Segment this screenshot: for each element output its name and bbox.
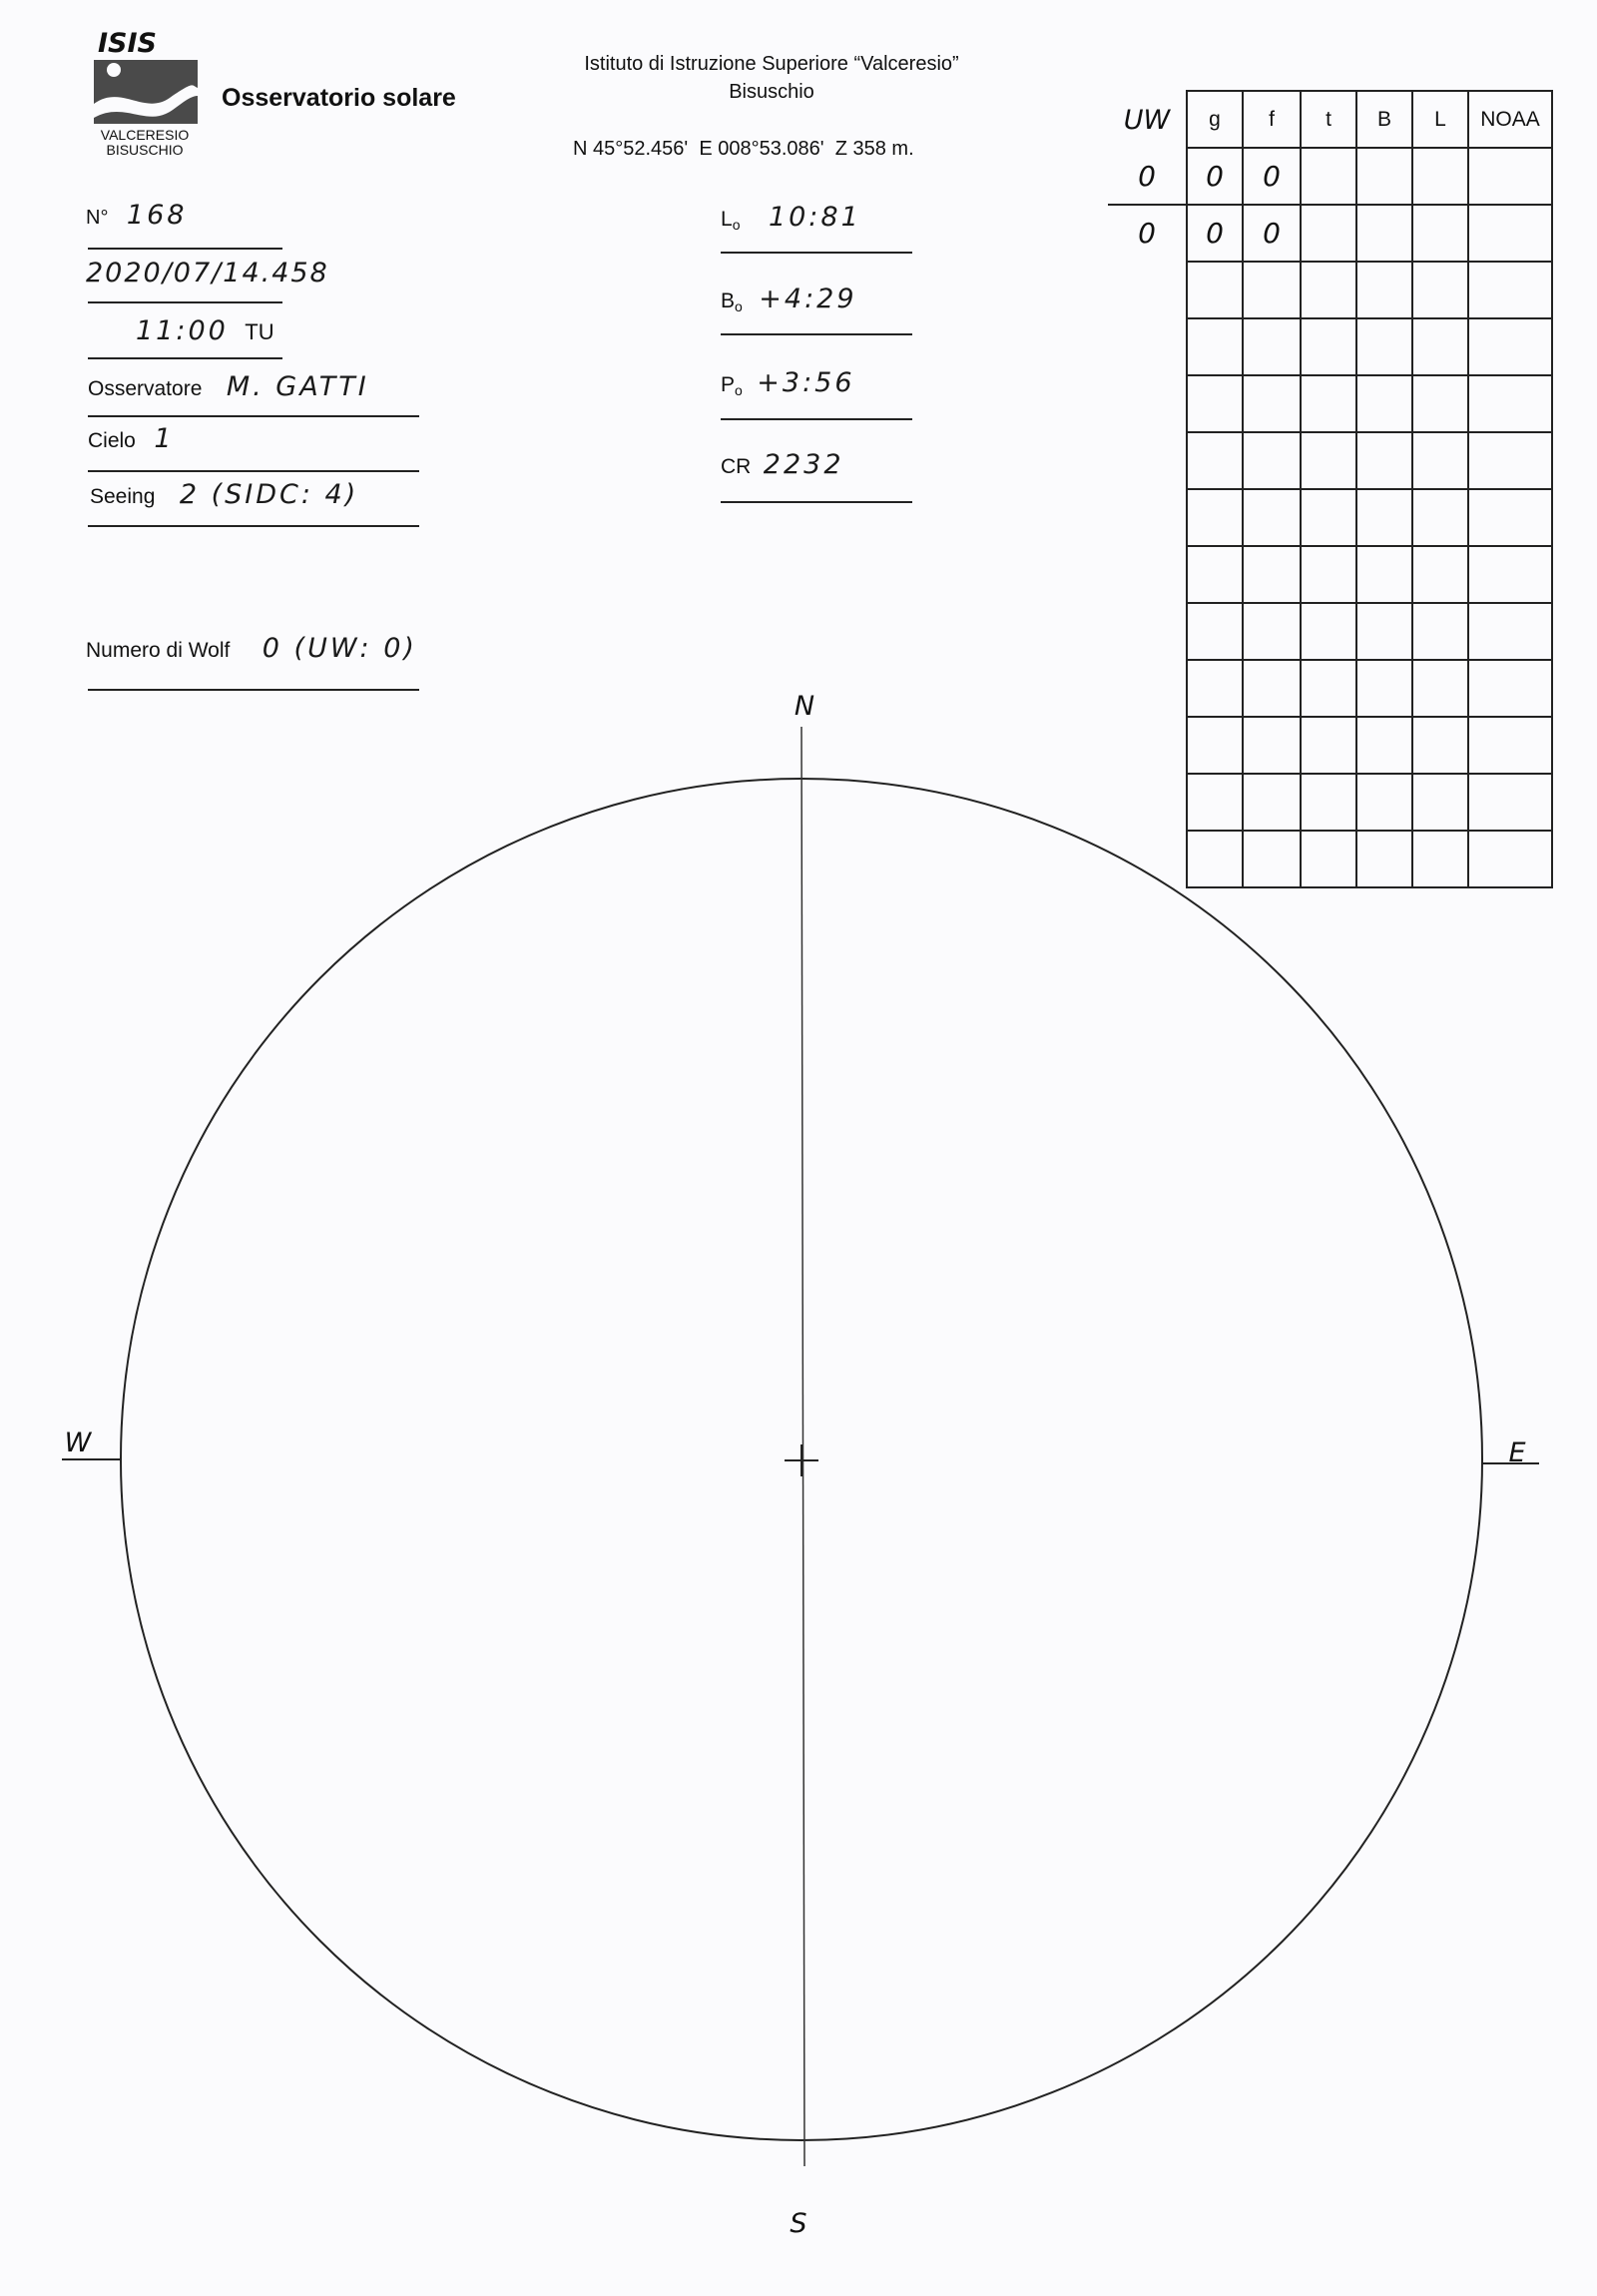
seeing-label: Seeing — [90, 485, 156, 508]
date-value: 2020/07/14.458 — [86, 258, 329, 288]
north-label: N — [794, 691, 815, 722]
observer-value: M. GATTI — [226, 371, 369, 402]
logo-bisuschio-text: BISUSCHIO — [106, 142, 184, 158]
observation-sheet: ISIS VALCERESIO BISUSCHIO Osservatorio solare Istituto di Istruzione Superiore “Valceresio” Bisuschio N 45°52.456' E 008°53.086' Z 358 m. N° 168 2020/07/14.458 11:00 TU Osservatore M. GATTI Cielo 1 Seeing 2 (SIDC: 4) Numero di Wolf 0 (UW: 0) $L_o$ 10:81 $B_o$ +4:29 $P_o$ +3:56 CR 2232 UW g f t B L NOAA 0 0 0 0 0 0 N S W E — [0, 0, 1597, 2296]
cell-uw: 0 — [1108, 148, 1187, 205]
cr-label: CR — [721, 455, 752, 478]
cr-value: 2232 — [763, 449, 844, 480]
header-uw: UW — [1108, 91, 1187, 148]
p0-subscript: o — [735, 382, 743, 399]
seeing-value: 2 (SIDC: 4) — [179, 479, 359, 510]
sky-label: Cielo — [88, 429, 136, 452]
b0-label: B — [721, 289, 736, 312]
number-label: N° — [86, 207, 109, 229]
observer-label: Osservatore — [88, 377, 203, 400]
cell-g: 0 — [1187, 205, 1243, 262]
l0-label: L — [721, 208, 733, 231]
header-g: g — [1187, 91, 1243, 148]
west-label: W — [64, 1428, 92, 1458]
p0-label: P — [721, 373, 736, 396]
l0-value: 10:81 — [768, 202, 861, 233]
header-b: B — [1356, 91, 1412, 148]
cell-f: 0 — [1243, 148, 1301, 205]
logo-valceresio-text: VALCERESIO — [100, 127, 190, 143]
p0-value: +3:56 — [757, 367, 855, 398]
b0-value: +4:29 — [759, 284, 857, 314]
header-noaa: NOAA — [1468, 91, 1552, 148]
time-value: 11:00 — [136, 315, 229, 346]
observatory-title: Osservatorio solare — [222, 84, 456, 112]
wolf-value: 0 (UW: 0) — [262, 633, 417, 664]
sky-value: 1 — [154, 423, 175, 454]
header-l: L — [1412, 91, 1468, 148]
cell-f: 0 — [1243, 205, 1301, 262]
logo-isis-text: ISIS — [98, 28, 157, 59]
cell-uw: 0 — [1108, 205, 1187, 262]
time-unit: TU — [245, 319, 274, 344]
header-f: f — [1243, 91, 1301, 148]
l0-subscript: o — [732, 217, 741, 234]
wolf-label: Numero di Wolf — [86, 639, 231, 662]
number-value: 168 — [126, 200, 188, 231]
south-label: S — [790, 2208, 807, 2239]
header-t: t — [1301, 91, 1356, 148]
cell-g: 0 — [1187, 148, 1243, 205]
east-label: E — [1508, 1437, 1526, 1468]
site-coordinates: N 45°52.456' E 008°53.086' Z 358 m. — [573, 138, 914, 160]
b0-subscript: o — [735, 298, 743, 315]
